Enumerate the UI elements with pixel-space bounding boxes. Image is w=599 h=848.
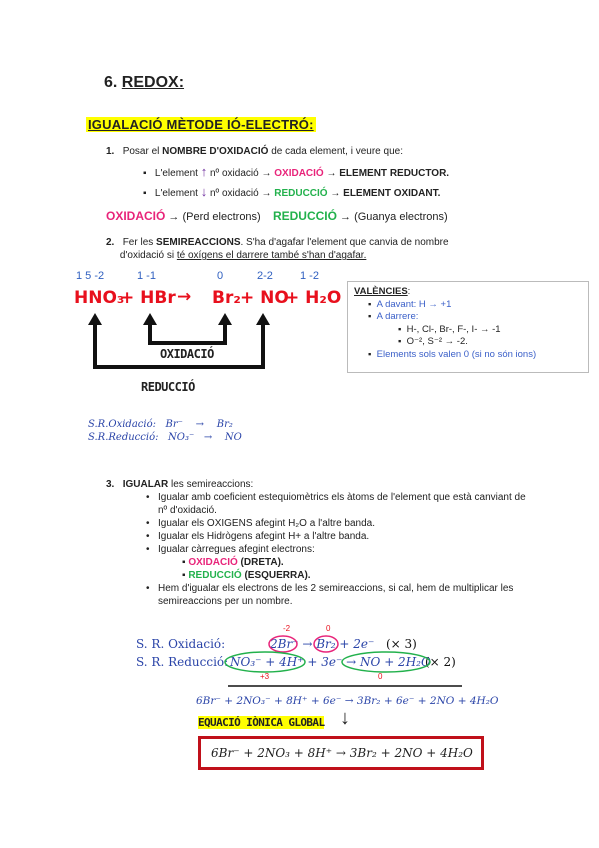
step3-title: 3. IGUALAR les semireaccions: bbox=[106, 479, 254, 490]
reaction-arrow: → bbox=[177, 287, 192, 307]
section-title: 6. REDOX: bbox=[104, 74, 185, 91]
term-no: + NO bbox=[240, 288, 289, 308]
ox-top-num1: -2 bbox=[283, 624, 291, 633]
sr-oxidacio-small: S.R.Oxidació: Br⁻ → Br₂ bbox=[88, 419, 233, 430]
ox-top-num2: 0 bbox=[326, 624, 331, 633]
red-bot-num2: 0 bbox=[378, 672, 383, 681]
oxidacio-label: OXIDACIÓ bbox=[160, 347, 214, 361]
arrow-down-icon: ↓ bbox=[340, 707, 350, 729]
section-title-text: REDOX: bbox=[121, 74, 185, 91]
sr-oxidacio-mult: (× 3) bbox=[386, 637, 417, 651]
valencies-davant: ▪ A davant: H → +1 bbox=[368, 298, 452, 310]
sr-oxidacio-big-label: S. R. Oxidació: bbox=[136, 637, 226, 651]
arrow-up-icon: ↑ bbox=[200, 164, 208, 179]
step1-line: 1. Posar el NOMBRE D'OXIDACIÓ de cada element, i veure que: bbox=[106, 146, 403, 157]
valencies-sub2: ▪ O⁻², S⁻² → -2. bbox=[398, 336, 468, 347]
sr-reduccio-big-label: S. R. Reducció: bbox=[136, 655, 229, 669]
step1-bullet-ox: ▪ L'element ↑ nº oxidació → OXIDACIÓ → ELEMENT REDUCTOR. bbox=[143, 164, 450, 179]
step1-bullet-red: ▪ L'element ↓ nº oxidació → REDUCCIÓ → ELEMENT OXIDANT. bbox=[143, 184, 441, 199]
summary-line: OXIDACIÓ → (Perd electrons) REDUCCIÓ → (Guanya electrons) bbox=[106, 209, 448, 223]
global-label: EQUACIÓ IÒNICA GLOBAL bbox=[198, 716, 325, 729]
red-bot-num1: +3 bbox=[260, 672, 270, 681]
step2-text: 2. Fer les SEMIREACCIONS. S'ha d'agafar l'element que canvia de nombre d'oxidació si té oxígens el darrere també s'han d'agafar. bbox=[106, 237, 449, 261]
ox-num-h2o: 1 -2 bbox=[300, 270, 319, 282]
sum-line: 6Br⁻ + 2NO₃⁻ + 8H⁺ + 6e⁻ → 3Br₂ + 6e⁻ + 2NO + 4H₂O bbox=[196, 695, 499, 707]
term-hno3: HNO₃ bbox=[74, 288, 125, 308]
ox-num-no: 2-2 bbox=[257, 270, 273, 282]
ox-num-hbr: 1 -1 bbox=[137, 270, 156, 282]
final-equation: 6Br⁻ + 2NO₃ + 8H⁺ → 3Br₂ + 2NO + 4H₂O bbox=[198, 736, 484, 770]
valencies-sub1: ▪ H-, Cl-, Br-, F-, I- → -1 bbox=[398, 323, 501, 335]
sr-reduccio-big-eq: NO₃⁻ + 4H⁺ + 3e⁻ → NO + 2H₂O bbox=[230, 655, 431, 669]
subsection-title: IGUALACIÓ MÈTODE IÓ-ELECTRÓ: bbox=[88, 117, 314, 132]
sr-reduccio-small: S.R.Reducció: NO₃⁻ → NO bbox=[88, 432, 242, 443]
term-br2: Br₂ bbox=[212, 288, 241, 308]
reduccio-label: REDUCCIÓ bbox=[141, 380, 195, 394]
ox-num-hno3: 1 5 -2 bbox=[76, 270, 105, 282]
valencies-box: VALÈNCIES: ▪ A davant: H → +1 ▪ A darrere: ▪ H-, Cl-, Br-, F-, I- → -1 ▪ O⁻², S⁻² → -2. ▪ Elements sols valen 0 (si no són ions) bbox=[347, 281, 589, 373]
ox-num-br2: 0 bbox=[217, 270, 224, 282]
valencies-elements: ▪ Elements sols valen 0 (si no són ions) bbox=[368, 348, 537, 360]
term-h2o: + H₂O bbox=[285, 288, 342, 308]
term-hbr: + HBr bbox=[120, 288, 176, 308]
sr-oxidacio-big-eq: 2Br⁻ → Br₂ + 2e⁻ bbox=[270, 637, 375, 651]
valencies-darrere: ▪ A darrere: bbox=[368, 311, 419, 322]
step3-bullets: • Igualar amb coeficient estequiomètrics els àtoms de l'element que està canviant de nº d'oxidació. • Igualar els OXIGENS afegint H₂O a l'altre banda. • Igualar els Hidrògens afegint H+ a l'altre banda. • Igualar càrregues afegint electrons: ▪ OXIDACIÓ (DRETA). ▪ REDUCCIÓ (ESQUERRA). • Hem d'igualar els electrons de les 2 semireaccions, si cal, hem de multiplicar les semireaccions per un nombre. bbox=[146, 492, 526, 607]
sr-reduccio-mult: (× 2) bbox=[425, 655, 456, 669]
arrow-down-icon: ↓ bbox=[200, 184, 208, 199]
valencies-title: VALÈNCIES bbox=[354, 286, 408, 297]
